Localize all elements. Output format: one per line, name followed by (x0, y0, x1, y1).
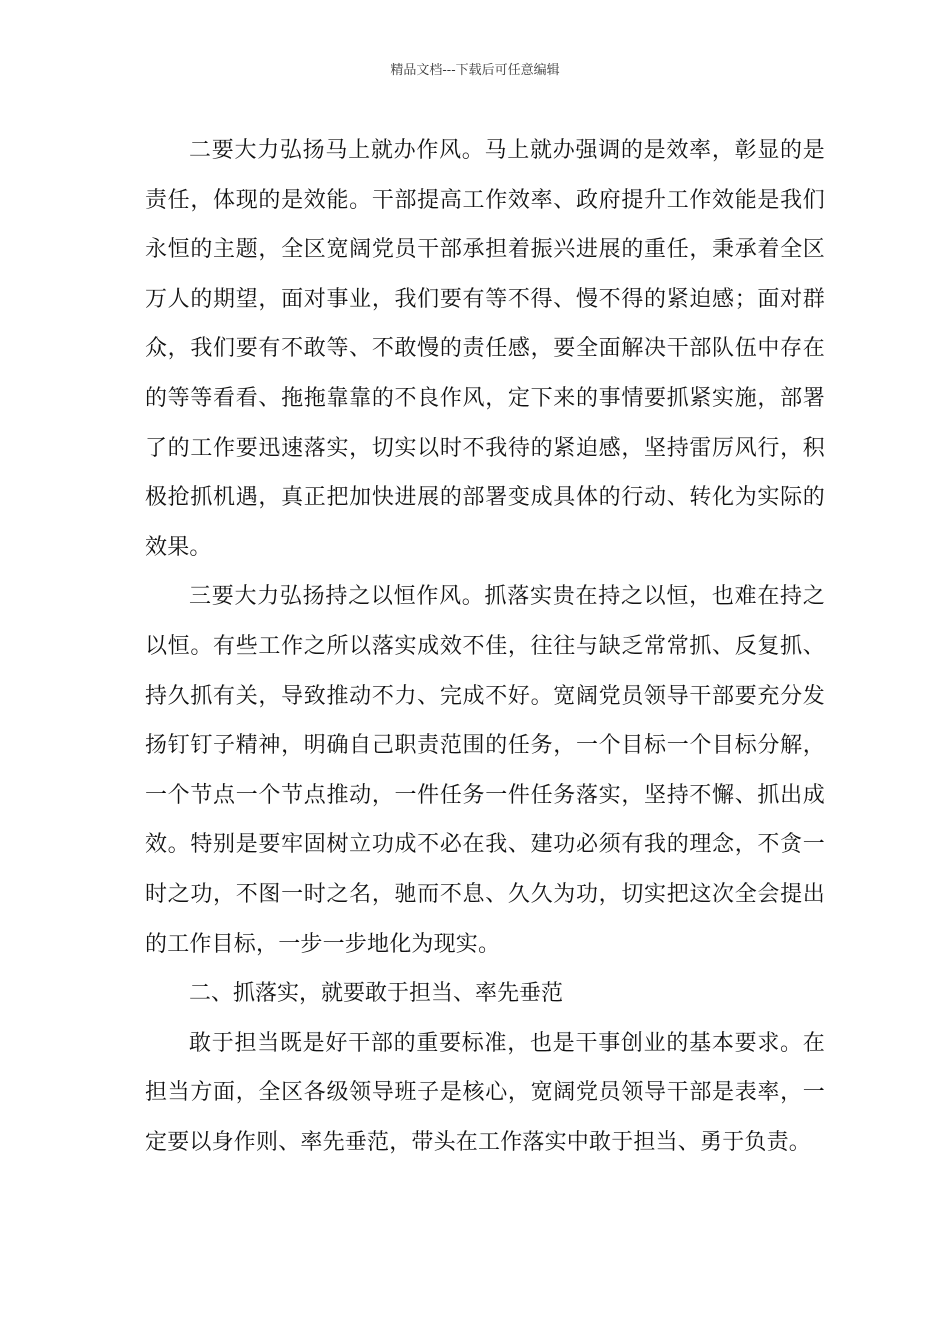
paragraph-responsibility: 敢于担当既是好干部的重要标准，也是干事创业的基本要求。在担当方面，全区各级领导班子是核心，宽阔党员领导干部是表率，一定要以身作则、率先垂范，带头在工作落实中敢于担当、勇于负责。 (145, 1030, 825, 1155)
page-header: 精品文档---下载后可任意编辑 (390, 63, 560, 78)
section-heading: 二、抓落实，就要敢于担当、率先垂范 (189, 981, 564, 1007)
paragraph-efficiency: 二要大力弘扬马上就办作风。马上就办强调的是效率，彰显的是责任，体现的是效能。干部提高工作效率、政府提升工作效能是我们永恒的主题，全区宽阔党员干部承担着振兴进展的重任，秉承着全区万人的期望，面对事业，我们要有等不得、慢不得的紧迫感；面对群众，我们要有不敢等、不敢慢的责任感，要全面解决干部队伍中存在的等等看看、拖拖靠靠的不良作风，定下来的事情要抓紧实施，部署了的工作要迅速落实，切实以时不我待的紧迫感，坚持雷厉风行，积极抢抓机遇，真正把加快进展的部署变成具体的行动、转化为实际的效果。 (145, 138, 825, 560)
document-body (145, 126, 825, 1167)
paragraph-persistence: 三要大力弘扬持之以恒作风。抓落实贵在持之以恒，也难在持之以恒。有些工作之所以落实成效不佳，往往与缺乏常常抓、反复抓、持久抓有关，导致推动不力、完成不好。宽阔党员领导干部要充分发扬钉钉子精神，明确自己职责范围的任务，一个目标一个目标分解，一个节点一个节点推动，一件任务一件任务落实，坚持不懈、抓出成效。特别是要牢固树立功成不必在我、建功必须有我的理念，不贪一时之功，不图一时之名，驰而不息、久久为功，切实把这次全会提出的工作目标，一步一步地化为现实。 (145, 584, 825, 957)
